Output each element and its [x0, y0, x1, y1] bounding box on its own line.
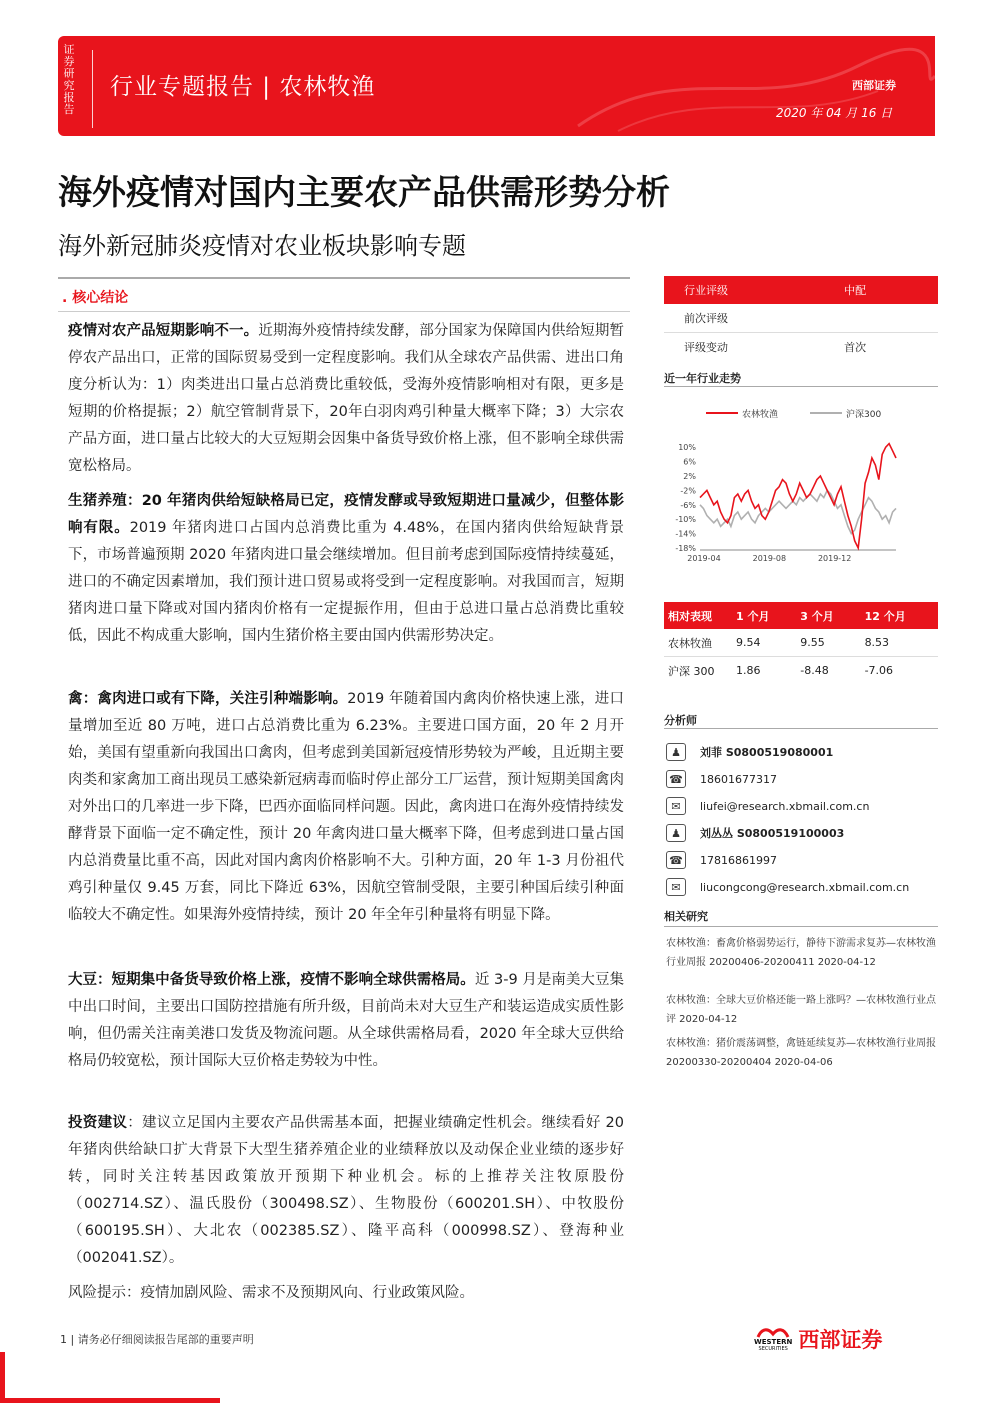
table-cell: 9.55: [796, 629, 860, 657]
rating-label: 行业评级: [664, 276, 784, 304]
legend-label-0: 农林牧渔: [742, 410, 779, 420]
paragraph-body: 2019 年随着国内禽肉价格快速上涨，进口量增加至近 80 万吨，进口占总消费比重为 6.23%。主要进口国方面，20 年 2 月开始，美国有望重新向我国出口禽肉，但考虑到美国新冠疫情形势较为严峻，且近期主要肉类和家禽加工商出现员工感染新冠病毒而临时停止部分工厂运营，预计短期美国禽肉对外出口的几率进一步下降，巴西亦面临同样问题。因此，禽肉进口在海外疫情持续发酵背景下面临一定不确定性，预计 20 年禽肉进口量大概率下降，但考虑到进口量占国内总消费量比重不高，因此对国内禽肉价格影响不大。引种方面，20 年 1-3 月份祖代鸡引种量仅 9.45 万套，同比下降近 63%，因航空管制受限，主要引种国后续引种面临较大不确定性。如果海外疫情持续，预计 20 年全年引种量将有明显下降。: [68, 691, 624, 923]
x-tick-label: 2019-08: [752, 554, 787, 563]
header-cell: 3 个月: [796, 602, 860, 629]
y-tick-label: -6%: [680, 500, 696, 510]
analyst-email[interactable]: liucongcong@research.xbmail.com.cn: [700, 880, 910, 894]
paragraph-lead: 禽：禽肉进口或有下降，关注引种端影响。: [68, 691, 348, 707]
x-tick-label: 2019-04: [687, 554, 721, 563]
rating-value: [784, 304, 938, 333]
research-report-tag: 证券研究报告: [63, 43, 75, 116]
y-tick-label: 10%: [678, 443, 696, 453]
page-title: 海外疫情对国内主要农产品供需形势分析: [58, 173, 670, 213]
rating-value: 首次: [844, 341, 867, 354]
x-axis: [687, 550, 896, 563]
plot-area: [700, 444, 896, 548]
y-tick-label: 2%: [683, 472, 696, 481]
divider: [664, 926, 938, 927]
analyst-phone: 18601677317: [700, 772, 777, 786]
person-icon: ♟: [666, 743, 686, 761]
analyst-phone: 17816861997: [700, 853, 777, 867]
analyst-name: 刘菲 S0800519080001: [700, 746, 834, 759]
paragraph: [68, 967, 624, 1075]
table-row: [664, 304, 938, 333]
paragraph-lead: 疫情对农产品短期影响不一。: [68, 323, 259, 339]
header-cell: 1 个月: [732, 602, 796, 629]
table-header-row: [664, 602, 938, 629]
core-conclusion-label: [62, 287, 128, 307]
chart-legend: [706, 408, 881, 420]
series-line: [700, 490, 896, 533]
divider: [58, 311, 630, 312]
performance-table: [664, 602, 938, 684]
phone-icon: ☎: [666, 770, 686, 788]
y-tick-label: 6%: [683, 457, 696, 467]
analyst-row: [666, 876, 909, 898]
table-cell: 9.54: [732, 629, 796, 657]
paragraph-lead: 大豆：短期集中备货导致价格上涨，疫情不影响全球供需格局。: [68, 972, 475, 988]
related-research-title: 相关研究: [664, 910, 708, 923]
bullet-icon: .: [62, 290, 68, 306]
table-cell: 沪深 300: [668, 664, 715, 678]
footer-logo: [754, 1324, 882, 1354]
mail-icon: ✉: [666, 878, 686, 896]
banner-divider: [92, 50, 93, 128]
table-cell: 农林牧渔: [664, 629, 732, 657]
trend-title: 近一年行业走势: [664, 372, 741, 385]
paragraph-body: 2019 年猪肉进口占国内总消费比重为 4.48%，在国内猪肉供给短缺背景下，市场普遍预期 2020 年猪肉进口量会继续增加。但目前考虑到国际疫情持续蔓延，进口的不确定因素增加，我们预计进口贸易或将受到一定程度影响。对我国而言，短期猪肉进口量下降或对国内猪肉价格有一定提振作用，但由于总进口量占总消费比重较低，因此不构成重大影响，国内生猪价格主要由国内供需形势决定。: [68, 520, 625, 644]
y-axis: [675, 443, 696, 553]
table-cell: -8.48: [800, 664, 829, 677]
risk-warning: 风险提示：疫情加剧风险、需求不及预期风向、行业政策风险。: [68, 1285, 474, 1301]
analyst-row: [666, 849, 777, 871]
paragraph: [68, 318, 624, 480]
analyst-row: [666, 795, 869, 817]
paragraph-lead: 投资建议: [68, 1115, 128, 1131]
logo-en: WESTERN: [754, 1338, 793, 1346]
paragraph: [68, 1110, 624, 1272]
paragraph-body: 近期海外疫情持续发酵，部分国家为保障国内供给短期暂停农产品出口，正常的国际贸易受到一定程度影响。我们从全球农产品供需、进出口角度分析认为：1）肉类进出口量占总消费比重较低，受海外疫情影响相对有限，更多是短期的价格提振；2）航空管制背景下，20年白羽肉鸡引种量大概率下降；3）大宗农产品方面，进口量占比较大的大豆短期会因集中备货导致价格上涨，但不影响全球供需宽松格局。: [68, 323, 625, 474]
y-tick-label: -18%: [675, 544, 696, 553]
table-cell: 8.53: [861, 629, 938, 657]
research-item[interactable]: 农林牧渔：猪价震荡调整，禽链延续复苏—农林牧渔行业周报 20200330-20200404 2020-04-06: [666, 1038, 936, 1068]
rating-label: 评级变动: [684, 341, 728, 354]
report-type: 行业专题报告 | 农林牧渔: [110, 74, 376, 100]
research-item[interactable]: 农林牧渔：全球大豆价格还能一路上涨吗？—农林牧渔行业点评 2020-04-12: [666, 995, 936, 1025]
analyst-row: [666, 741, 833, 763]
rating-table: [664, 276, 938, 361]
footer-accent-bar: [0, 1398, 220, 1403]
table-row: [664, 276, 938, 304]
rating-label: 前次评级: [664, 304, 784, 333]
divider: [664, 728, 938, 729]
analyst-row: [666, 822, 844, 844]
logo-mark: [754, 1326, 792, 1352]
paragraph-body: ：建议立足国内主要农产品供需基本面，把握业绩确定性机会。继续看好 20 年猪肉供给缺口扩大背景下大型生猪养殖企业的业绩释放以及动保企业业绩的逐步好转，同时关注转基因政策放开预期下种业机会。标的上推荐关注牧原股份（002714.SZ）、温氏股份（300498.SZ）、生物股份（600201.SH）、中牧股份（600195.SH）、大北农（002385.SZ）、隆平高科（000998.SZ）、登海种业（002041.SZ）。: [68, 1115, 624, 1266]
person-icon: ♟: [666, 824, 686, 842]
y-tick-label: -2%: [680, 486, 696, 496]
table-row: [664, 333, 938, 362]
core-conclusion-text: 核心结论: [72, 290, 129, 306]
footer-disclaimer: 1 | 请务必仔细阅读报告尾部的重要声明: [60, 1333, 254, 1346]
paragraph: [68, 686, 624, 929]
analyst-email[interactable]: liufei@research.xbmail.com.cn: [700, 799, 870, 813]
legend-label-1: 沪深300: [846, 410, 882, 420]
trend-chart: [664, 396, 938, 572]
logo-cn: 西部证券: [798, 1328, 883, 1352]
footer-accent-bar: [0, 1352, 5, 1403]
phone-icon: ☎: [666, 851, 686, 869]
brand-name: 西部证券: [852, 79, 896, 92]
paragraph-body: 近 3-9 月是南美大豆集中出口时间，主要出口国防控措施有所升级，目前尚未对大豆生产和装运造成实质性影响，但仍需关注南美港口发货及物流问题。从全球供需格局看，2020 年全球大豆供给格局仍较宽松，预计国际大豆价格走势较为中性。: [68, 972, 624, 1069]
x-tick-label: 2019-12: [817, 554, 852, 563]
table-row: [664, 629, 938, 657]
divider: [58, 277, 630, 279]
paragraph: [68, 488, 624, 650]
y-tick-label: -10%: [675, 515, 696, 525]
divider: [664, 386, 938, 387]
research-item[interactable]: 农林牧渔：畜禽价格弱势运行，静待下游需求复苏—农林牧渔行业周报 20200406-20200411 2020-04-12: [666, 938, 936, 968]
y-tick-label: -14%: [675, 529, 696, 539]
header-cell: 相对表现: [664, 602, 732, 629]
analysts-title: 分析师: [664, 714, 697, 727]
paragraph-lead: 生猪养殖：20 年猪肉供给短缺格局已定，疫情发酵或导致短期进口量减少，但整体影响有限。: [68, 493, 624, 536]
table-cell: 1.86: [736, 664, 761, 677]
series-line: [700, 444, 896, 548]
mail-icon: ✉: [666, 797, 686, 815]
analyst-name: 刘丛丛 S0800519100003: [700, 827, 845, 840]
logo-en-sub: SECURITIES: [758, 1346, 788, 1352]
rating-value: 中配: [784, 276, 938, 304]
analyst-row: [666, 768, 777, 790]
table-cell: -7.06: [864, 664, 894, 677]
page-subtitle: 海外新冠肺炎疫情对农业板块影响专题: [58, 232, 466, 260]
header-cell: 12 个月: [861, 602, 938, 629]
logo-horns-icon: [756, 1326, 790, 1338]
paragraph: [68, 1280, 624, 1307]
report-date: 2020 年 04 月 16 日: [776, 106, 893, 120]
table-row: [664, 657, 938, 685]
